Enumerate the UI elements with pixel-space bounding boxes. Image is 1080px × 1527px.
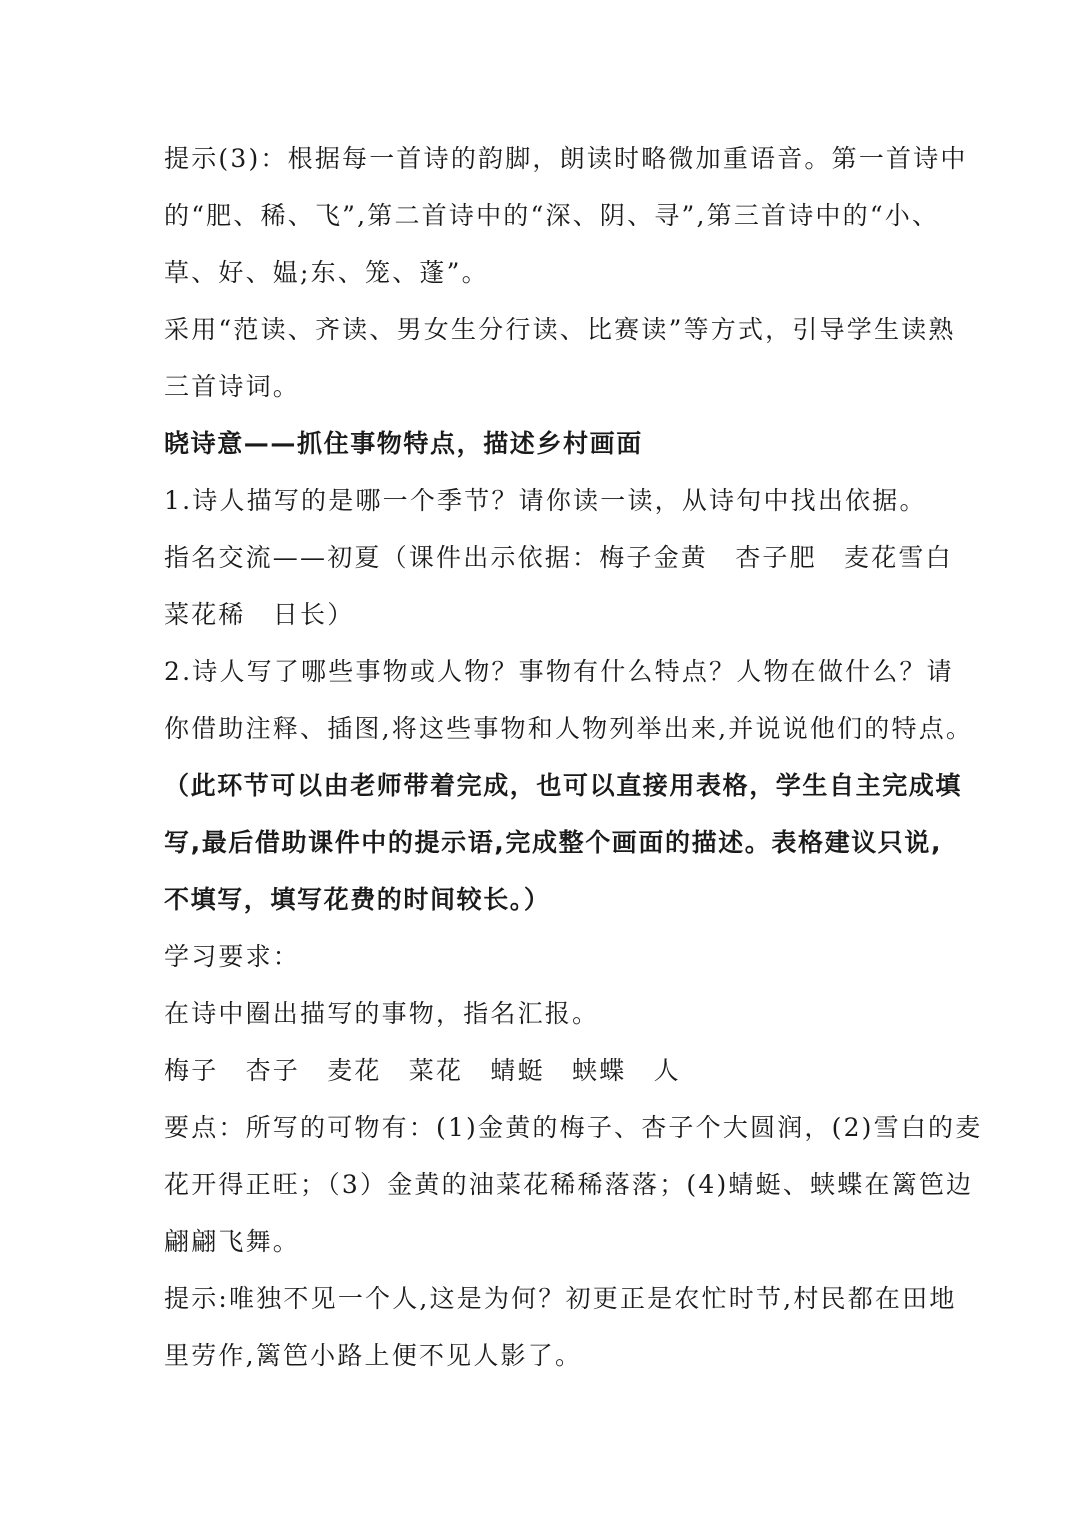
reading-method-line-2: 三首诗词。 (164, 372, 301, 401)
teacher-note-line-1: （此环节可以由老师带着完成，也可以直接用表格，学生自主完成填 (164, 771, 963, 800)
learning-requirements-label: 学习要求： (164, 942, 301, 971)
reading-method-line-1: 采用“范读、齐读、男女生分行读、比赛读”等方式，引导学生读熟 (164, 315, 956, 344)
key-points-line-3: 翩翩飞舞。 (164, 1227, 301, 1256)
teacher-note-line-2: 写,最后借助课件中的提示语,完成整个画面的描述。表格建议只说, (164, 828, 943, 857)
hint-line-2: 里劳作,篱笆小路上便不见人影了。 (164, 1341, 583, 1370)
hint-line-1: 提示:唯独不见一个人,这是为何？初更正是农忙时节,村民都在田地 (164, 1284, 957, 1313)
answer-1-line-2: 菜花稀 日长） (164, 600, 355, 629)
hint-3-line-3: 草、好、媪;东、笼、蓬”。 (164, 258, 489, 287)
teacher-note-line-3: 不填写，填写花费的时间较长。） (164, 885, 551, 914)
hint-3-line-1: 提示(3)：根据每一首诗的韵脚，朗读时略微加重语音。第一首诗中 (164, 144, 968, 173)
key-points-line-1: 要点：所写的可物有：(1)金黄的梅子、杏子个大圆润，(2)雪白的麦 (164, 1113, 983, 1142)
answer-1-line-1: 指名交流——初夏（课件出示依据：梅子金黄 杏子肥 麦花雪白 (164, 543, 953, 572)
section-heading: 晓诗意——抓住事物特点，描述乡村画面 (164, 429, 643, 458)
question-1: 1.诗人描写的是哪一个季节？请你读一读，从诗句中找出依据。 (164, 486, 927, 515)
things-list: 梅子 杏子 麦花 菜花 蜻蜓 蛱蝶 人 (164, 1056, 681, 1085)
question-2-line-2: 你借助注释、插图,将这些事物和人物列举出来,并说说他们的特点。 (164, 714, 974, 743)
document-body (164, 130, 983, 1384)
hint-3-line-2: 的“肥、稀、飞”,第二首诗中的“深、阴、寻”,第三首诗中的“小、 (164, 201, 940, 230)
question-2-line-1: 2.诗人写了哪些事物或人物？事物有什么特点？人物在做什么？请 (164, 657, 954, 686)
key-points-line-2: 花开得正旺；（3）金黄的油菜花稀稀落落；(4)蜻蜓、蛱蝶在篱笆边 (164, 1170, 974, 1199)
learning-requirements-text: 在诗中圈出描写的事物，指名汇报。 (164, 999, 600, 1028)
